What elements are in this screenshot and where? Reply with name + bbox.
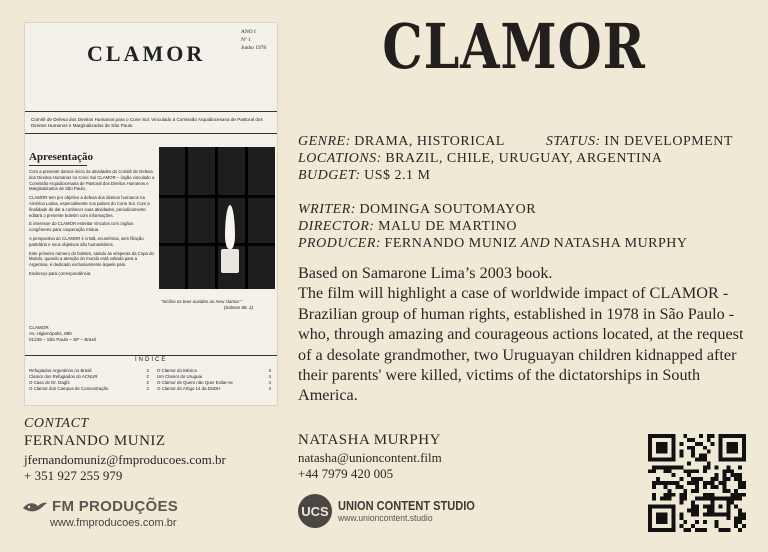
index-left xyxy=(29,368,149,392)
issue-info: ANO I Nº 1 Junho 1978 xyxy=(241,29,267,51)
director-label: DIRECTOR: xyxy=(298,219,375,234)
divider xyxy=(29,165,87,166)
index-item: O Clamor de Quem não Quer Exilar-se 4 xyxy=(157,380,271,385)
writer-value: DOMINGA SOUTOMAYOR xyxy=(359,202,537,217)
candle xyxy=(221,249,239,273)
writer-line xyxy=(298,201,536,218)
newsletter-masthead: CLAMOR xyxy=(87,41,206,66)
director-line xyxy=(298,218,517,235)
divider xyxy=(25,111,277,112)
index-item: Refugiados Argentinos no Brasil 2 xyxy=(29,368,149,373)
candle-flame xyxy=(225,205,235,249)
index-item: O Clamor do México 3 xyxy=(157,368,271,373)
producer-and: AND xyxy=(520,236,551,251)
divider xyxy=(25,355,277,356)
ucs-badge: UCS xyxy=(298,494,332,528)
fm-url[interactable]: www.fmproducoes.com.br xyxy=(50,517,177,529)
index-item: O Caso do Dr. Daghi 2 xyxy=(29,380,149,385)
synopsis-source: Based on Samarone Lima’s 2003 book. xyxy=(298,264,553,282)
budget-label: BUDGET: xyxy=(298,168,361,183)
divider xyxy=(25,133,277,134)
contact-label: CONTACT xyxy=(24,416,89,431)
contact-phone-left[interactable]: + 351 927 255 979 xyxy=(24,468,123,483)
contact-email-right[interactable]: natasha@unioncontent.film xyxy=(298,450,442,465)
index-item: O Clamor do Artigo 14 da DUDH 4 xyxy=(157,386,271,391)
genre-label: GENRE: xyxy=(298,134,351,149)
synopsis xyxy=(298,263,748,406)
fm-logo-text: FM PRODUÇÕES xyxy=(52,498,179,515)
status-value: IN DEVELOPMENT xyxy=(604,134,733,149)
producer-line xyxy=(298,235,688,252)
director-value: MALU DE MARTINO xyxy=(378,219,517,234)
synopsis-text: The film will highlight a case of worldwide impact of CLAMOR - Brazilian group of human rights, established in 1978 in São Paulo - who, through amazing and courageous actions located, at the request of a desolate grandmother, two Uruguayan children kidnapped after their parents' were killed, victims of the dictatorships in South America. xyxy=(298,284,744,405)
locations-label: LOCATIONS: xyxy=(298,151,382,166)
producer-2: NATASHA MURPHY xyxy=(553,236,688,251)
index-item: Clamor dos Refugiados do ACNUR 2 xyxy=(29,374,149,379)
contact-name-right: NATASHA MURPHY xyxy=(298,432,441,448)
newsletter-quote: "Inclina os teus ouvidos ao meu clamor." (Salmos 88, 2) xyxy=(161,299,253,310)
contact-phone-right[interactable]: +44 7979 420 005 xyxy=(298,466,394,481)
genre-value: DRAMA, HISTORICAL xyxy=(354,134,505,149)
newsletter-body: Com a presente damos início às atividades do Comitê de Defesa dos Direitos Humanos no Cone Sul CLAMOR – órgão vinculado a Comissão Arquidiocesana de Pastoral dos Direitos Humanos e Marginalizados de São Paulo. CLAMOR tem por objetivo a defesa dos direitos humanos na América Latina, especialmente nos países do Cone Sul. Com a finalidade de dar a conhecer suas atividades, periodicamente editará o presente boletim com informações. É interesse do CLAMOR estreitar vínculos com órgãos congêneres para cooperação mútua. A perspectiva do CLAMOR é cristã, ecumênica, sem filiação partidária e seus objetivos são humanitários. Este primeiro número do boletim, saindo às vésperas da Copa do Mundo, quando a atenção do mundo está voltada para a Argentina, é dedicado exclusivamente àquele país. Endereço para correspondência: xyxy=(29,169,155,276)
budget-line xyxy=(298,167,430,184)
contact-name-left: FERNANDO MUNIZ xyxy=(24,433,166,449)
ucs-name: UNION CONTENT STUDIO xyxy=(338,498,475,513)
index-right xyxy=(157,368,271,392)
newsletter-index-title: ÍNDICE xyxy=(135,357,168,363)
bird-icon xyxy=(22,500,48,514)
newsletter-committee: Comitê de Defesa dos Direitos Humanos para o Cone Sul. Vinculado à Comissão Arquidiocesana de Pastoral dos Direitos Humanos e Marginalizados de São Paulo xyxy=(31,117,263,128)
writer-label: WRITER: xyxy=(298,202,356,217)
index-item: Um Clamor do Uruguai 4 xyxy=(157,374,271,379)
newsletter-section-title: Apresentação xyxy=(29,151,93,163)
qr-code-icon[interactable] xyxy=(648,434,746,532)
budget-value: US$ 2.1 M xyxy=(364,168,431,183)
locations-line xyxy=(298,150,662,167)
contact-email-left[interactable]: jfernandomuniz@fmproducoes.com.br xyxy=(24,452,226,467)
locations-value: BRAZIL, CHILE, URUGUAY, ARGENTINA xyxy=(385,151,663,166)
producer-label: PRODUCER: xyxy=(298,236,382,251)
genre-status-line xyxy=(298,133,733,150)
status-label: STATUS: xyxy=(545,134,601,149)
index-item: O Clamor dos Campos de Concentração 2 xyxy=(29,386,149,391)
project-title: CLAMOR xyxy=(382,10,646,83)
candle-photo xyxy=(159,147,275,289)
fm-producoes-logo xyxy=(22,498,178,515)
producer-1: FERNANDO MUNIZ xyxy=(384,236,518,251)
union-content-studio-logo xyxy=(298,494,499,528)
ucs-url[interactable]: www.unioncontent.studio xyxy=(338,513,433,524)
newsletter-address: CLAMOR Av. Higienópolis, 890 01238 – São Paulo – SP – Brasil xyxy=(29,325,96,342)
newsletter-scan xyxy=(24,22,278,406)
